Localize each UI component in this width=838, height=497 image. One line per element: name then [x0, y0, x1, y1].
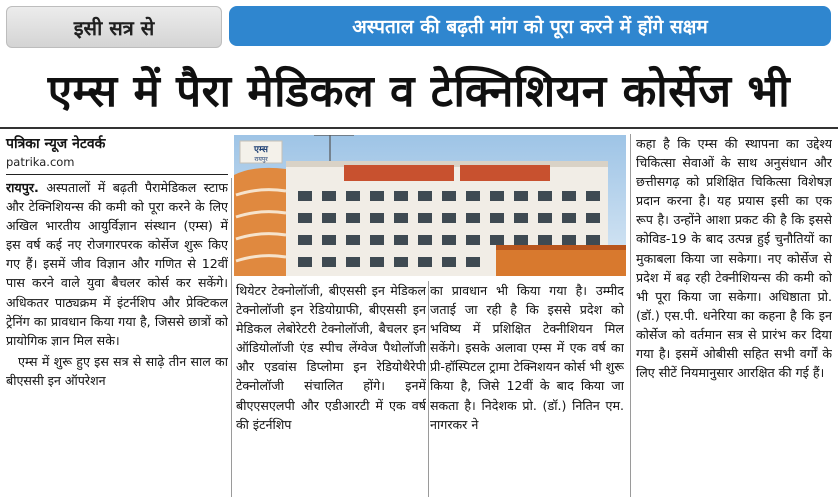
- strap-text: अस्पताल की बढ़ती मांग को पूरा करने में होंगे सक्षम: [352, 16, 708, 38]
- sign-subtext: रायपुर: [254, 156, 268, 163]
- paragraph: का प्रावधान भी किया गया है। उम्मीद जताई जा रही है कि इससे प्रदेश को भविष्य में प्रशिक्षित टेक्नीशियन मिल सकेंगे। इसके अलावा एम्स में एक वर्ष का प्री-हॉस्पिटल ट्रामा टेक्निशयन कोर्स भी शुरू किया है, जिसे 12वीं के बाद किया जा सकता है। निदेशक प्रो. (डॉ.) नितिन एम. नागरकर ने: [430, 283, 624, 432]
- headline: एम्स में पैरा मेडिकल व टेक्निशियन कोर्सेज भी: [47, 66, 791, 117]
- article-column-4: [636, 134, 832, 497]
- sign-text: एम्स: [254, 145, 268, 155]
- byline: [6, 134, 228, 175]
- byline-name: पत्रिका न्यूज नेटवर्क: [6, 136, 106, 152]
- article-column-1: [6, 178, 228, 497]
- dateline: रायपुर.: [6, 180, 39, 195]
- paragraph: [6, 178, 228, 350]
- hospital-building-image: [234, 135, 626, 276]
- article-column-3: [430, 281, 624, 497]
- paragraph-text: अस्पतालों में बढ़ती पैरामेडिकल स्टाफ और टेक्निशियन्स की कमी को पूरा करने के लिए अखिल भारतीय आयुर्विज्ञान संस्थान (एम्स) में इस वर्ष कई नए रोजगारपरक कोर्सेज शुरू किए गए हैं। इसमें जीव विज्ञान और गणित से 12वीं पास करने वाले युवा बैचलर कोर्स कर सकेंगे। अधिकतर पाठ्यक्रम में इंटर्नशिप और प्रेक्टिकल ट्रेनिंग का प्रावधान किया गया है, जिससे छात्रों को प्रायोगिक ज्ञान मिल सके।: [6, 180, 228, 348]
- paragraph: एम्स में शुरू हुए इस सत्र से साढ़े तीन साल का बीएससी इन ऑपरेशन: [6, 353, 228, 388]
- kicker-label: [6, 6, 222, 48]
- paragraph: कहा है कि एम्स की स्थापना का उद्देश्य चिकित्सा सेवाओं के साथ अनुसंधान और छत्तीसगढ़ को प्रशिक्षित चिकित्सा विशेषज्ञ प्रदान करना है। यह प्रयास इसी का एक रूप है। उन्होंने आशा प्रकट की है कि इससे कोविड-19 के बाद उत्पन्न हुई चुनौतियों का मुकाबला किया जा सकेगा। नए कोर्सेज से प्रदेश में बढ़ रही टेक्नीशियन्स की कमी को भी पूरा किया जा सकेगा। अधिष्ठाता प्रो. (डॉ.) एस.पी. धनेरिया का कहना है कि इन कोर्सेज को वर्तमान सत्र से प्रारंभ कर दिया गया है। इसमें ओबीसी सहित सभी वर्गों के लिए सीटें नियमानुसार आरक्षित की गई हैं।: [636, 136, 832, 381]
- byline-site: patrika.com: [6, 155, 75, 169]
- column-divider: [428, 281, 429, 497]
- headline-rule: [0, 127, 838, 129]
- column-divider: [630, 134, 631, 497]
- article-column-2: [236, 281, 426, 497]
- hospital-photo: [234, 135, 626, 276]
- kicker-text: इसी सत्र से: [73, 15, 155, 40]
- strap-banner: [229, 6, 831, 46]
- column-divider: [231, 178, 232, 497]
- paragraph: थियेटर टेक्नोलॉजी, बीएससी इन मेडिकल टेक्नोलॉजी इन रेडियोग्राफी, बीएससी इन मेडिकल लेबोरेटरी टेक्नोलॉजी, बैचलर इन ऑडियोलॉजी एंड स्पीच लेंग्वेज पैथोलॉजी और एडवांस डिप्लोमा इन रेडियोथैरेपी टेक्नोलॉजी संचालित होंगे। इनमें बीएएसएलपी और एडीआरटी में एक वर्ष की इंटर्नशिप: [236, 283, 426, 432]
